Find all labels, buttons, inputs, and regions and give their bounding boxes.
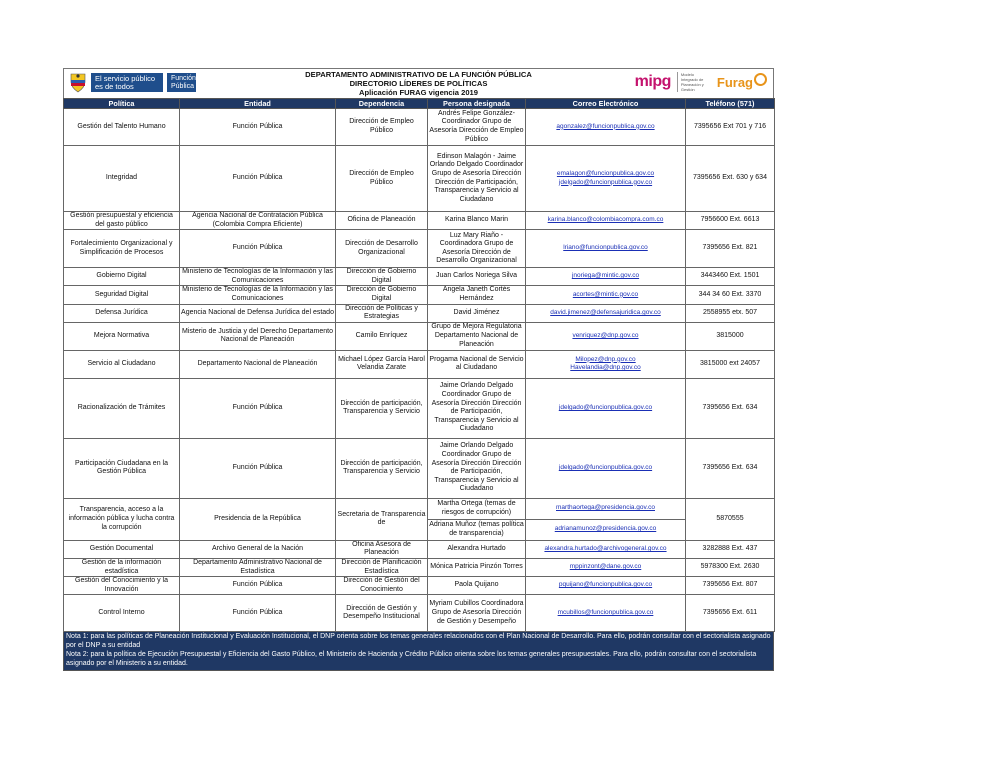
email-cell <box>526 558 686 576</box>
phone-cell: 7395656 Ext 701 y 716 <box>686 109 775 146</box>
email-cell <box>526 268 686 286</box>
dependency-cell: Dirección de participación, Transparencia y Servicio <box>336 438 428 498</box>
mipg-logo-sub: Modelo Integrado de Planeación y Gestión <box>677 72 711 92</box>
dependency-cell: Dirección de Desarrollo Organizacional <box>336 230 428 268</box>
person-cell: Grupo de Mejora Regulatoria Departamento Nacional de Planeación <box>428 322 526 350</box>
email-cell <box>526 498 686 519</box>
dependency-cell: Dirección de Gobierno Digital <box>336 286 428 304</box>
email-cell <box>526 519 686 540</box>
entity-cell: Función Pública <box>180 595 336 632</box>
dependency-cell: Dirección de Empleo Público <box>336 109 428 146</box>
column-header: Dependencia <box>336 99 428 109</box>
email-link[interactable]: marthaortega@presidencia.gov.co <box>556 504 655 512</box>
table-row <box>64 498 775 519</box>
phone-cell: 3282888 Ext. 437 <box>686 540 775 558</box>
phone-cell: 7395656 Ext. 634 <box>686 378 775 438</box>
furag-logo-text: Furag <box>716 74 753 90</box>
phone-cell: 3443460 Ext. 1501 <box>686 268 775 286</box>
email-cell <box>526 304 686 322</box>
entity-cell: Agencia Nacional de Contratación Pública (Colombia Compra Eficiente) <box>180 212 336 230</box>
person-cell: Jaime Orlando Delgado Coordinador Grupo de Asesoría Dirección Dirección de Participación, Transparencia y Servicio al Ciudadano <box>428 378 526 438</box>
note-2: Nota 2: para la política de Ejecución Presupuestal y Eficiencia del Gasto Público, el Ministerio de Hacienda y Crédito Público orienta sobre los temas generales presupuestales. Para ello, podrán consultar con el sectorialista asignado por el Ministerio a su entidad. <box>66 650 757 667</box>
entity-cell: Presidencia de la República <box>180 498 336 540</box>
phone-cell: 7395656 Ext. 630 y 634 <box>686 146 775 212</box>
table-row <box>64 378 775 438</box>
entity-cell: Función Pública <box>180 438 336 498</box>
email-cell <box>526 438 686 498</box>
dependency-cell: Dirección de Planificación Estadística <box>336 558 428 576</box>
table-row <box>64 230 775 268</box>
table-row <box>64 304 775 322</box>
dependency-cell: Dirección de Gestión del Conocimiento <box>336 577 428 595</box>
phone-cell: 7395656 Ext. 807 <box>686 577 775 595</box>
entity-cell: Ministerio de Tecnologías de la Información y las Comunicaciones <box>180 268 336 286</box>
person-cell: Angela Janeth Cortés Hernández <box>428 286 526 304</box>
person-cell: Edinson Malagón - Jaime Orlando Delgado Coordinador Grupo de Asesoría Dirección Dirección de Participación, Transparencia y Servicio al Ciudadano <box>428 146 526 212</box>
policy-cell: Gestión presupuestal y eficiencia del gasto público <box>64 212 180 230</box>
email-cell <box>526 540 686 558</box>
email-cell <box>526 577 686 595</box>
person-cell: Myriam Cubillos Coordinadora Grupo de Asesoría Dirección de Gestión y Desempeño <box>428 595 526 632</box>
email-cell <box>526 378 686 438</box>
email-cell <box>526 109 686 146</box>
email-link[interactable]: jdelgado@funcionpublica.gov.co <box>558 463 653 471</box>
table-row <box>64 286 775 304</box>
notes-section <box>63 632 774 670</box>
person-cell: Alexandra Hurtado <box>428 540 526 558</box>
person-cell: Luz Mary Riaño - Coordinadora Grupo de Asesoría Dirección de Desarrollo Organizacional <box>428 230 526 268</box>
table-row <box>64 322 775 350</box>
entity-cell: Función Pública <box>180 230 336 268</box>
person-cell: Jaime Orlando Delgado Coordinador Grupo de Asesoría Dirección Dirección de Participación, Transparencia y Servicio al Ciudadano <box>428 438 526 498</box>
email-cell <box>526 350 686 378</box>
phone-cell: 344 34 60 Ext. 3370 <box>686 286 775 304</box>
policy-cell: Integridad <box>64 146 180 212</box>
entity-cell: Archivo General de la Nación <box>180 540 336 558</box>
entity-cell: Función Pública <box>180 109 336 146</box>
note-1: Nota 1: para las políticas de Planeación Institucional y Evaluación Institucional, el DNP orienta sobre los temas generales relacionados con el Plan Nacional de Desarrollo. Para ello, podrán consultar con el sectorialista asignado por el DNP a su entidad <box>66 633 771 650</box>
table-row <box>64 540 775 558</box>
policy-cell: Mejora Normativa <box>64 322 180 350</box>
magnifier-icon <box>754 73 767 86</box>
gov-logo-text: El servicio público es de todos <box>91 73 163 92</box>
phone-cell: 5870555 <box>686 498 775 540</box>
email-link[interactable]: emalagon@funcionpublica.gov.co <box>556 169 655 177</box>
column-header: Correo Electrónico <box>526 99 686 109</box>
furag-logo <box>717 75 767 90</box>
policy-cell: Gestión Documental <box>64 540 180 558</box>
policy-cell: Gestión del Talento Humano <box>64 109 180 146</box>
email-link[interactable]: mppinzont@dane.gov.co <box>569 563 642 571</box>
email-link[interactable]: acortes@mintic.gov.co <box>572 290 639 298</box>
title-line-1: DEPARTAMENTO ADMINISTRATIVO DE LA FUNCIÓN PÚBLICA <box>305 70 532 79</box>
phone-cell: 3815000 <box>686 322 775 350</box>
email-link[interactable]: Milopez@dnp.gov.co <box>575 355 636 363</box>
column-header: Persona designada <box>428 99 526 109</box>
entity-cell: Ministerio de Tecnologías de la Información y las Comunicaciones <box>180 286 336 304</box>
dependency-cell: Camilo Enríquez <box>336 322 428 350</box>
email-link[interactable]: agonzalez@funcionpublica.gov.co <box>556 122 655 130</box>
policy-cell: Servicio al Ciudadano <box>64 350 180 378</box>
email-link[interactable]: jdelgado@funcionpublica.gov.co <box>558 403 653 411</box>
column-header: Política <box>64 99 180 109</box>
email-link[interactable]: Havelandia@dnp.gov.co <box>570 364 641 372</box>
entity-cell: Misterio de Justicia y del Derecho Departamento Nacional de Planeación <box>180 322 336 350</box>
table-row <box>64 109 775 146</box>
email-cell <box>526 286 686 304</box>
dependency-cell: Michael López García Harol Velandia Zarate <box>336 350 428 378</box>
phone-cell: 7395656 Ext. 634 <box>686 438 775 498</box>
column-header: Teléfono (571) <box>686 99 775 109</box>
phone-cell: 7395656 Ext. 611 <box>686 595 775 632</box>
entity-cell: Función Pública <box>180 577 336 595</box>
policy-cell: Fortalecimiento Organizacional y Simplificación de Procesos <box>64 230 180 268</box>
table-row <box>64 558 775 576</box>
person-cell: Andrés Felipe González-Coordinador Grupo de Asesoría Dirección de Empleo Público <box>428 109 526 146</box>
phone-cell: 5978300 Ext. 2630 <box>686 558 775 576</box>
person-cell: Martha Ortega (temas de riesgos de corrupción) <box>428 498 526 519</box>
email-link[interactable]: adrianamunoz@presidencia.gov.co <box>554 525 657 533</box>
phone-cell: 2558955 etx. 507 <box>686 304 775 322</box>
gov-logo-sub: Función Pública <box>166 73 196 92</box>
person-cell: David Jiménez <box>428 304 526 322</box>
person-cell: Paola Quijano <box>428 577 526 595</box>
email-cell <box>526 230 686 268</box>
email-cell <box>526 322 686 350</box>
document-header <box>63 68 774 98</box>
directory-table <box>63 98 775 632</box>
title-line-2: DIRECTORIO LÍDERES DE POLÍTICAS <box>349 79 488 88</box>
table-header-row <box>64 99 775 109</box>
policy-cell: Gestión del Conocimiento y la Innovación <box>64 577 180 595</box>
email-link[interactable]: alexandra.hurtado@archivogeneral.gov.co <box>544 545 667 553</box>
email-link[interactable]: pquijano@funcionpublica.gov.co <box>558 581 653 589</box>
email-link[interactable]: jnoriega@mintic.gov.co <box>571 272 640 280</box>
dependency-cell: Dirección de Gestión y Desempeño Institucional <box>336 595 428 632</box>
email-link[interactable]: david.jimenez@defensajuridica.gov.co <box>550 308 661 316</box>
dependency-cell: Secretaria de Transparencia de <box>336 498 428 540</box>
table-body <box>64 109 775 632</box>
entity-cell: Agencia Nacional de Defensa Jurídica del estado <box>180 304 336 322</box>
table-row <box>64 212 775 230</box>
phone-cell: 7956600 Ext. 6613 <box>686 212 775 230</box>
email-link[interactable]: mcubillos@funcionpublica.gov.co <box>557 609 654 617</box>
column-header: Entidad <box>180 99 336 109</box>
email-link[interactable]: venriquez@dnp.gov.co <box>572 331 639 339</box>
person-cell: Adriana Muñoz (temas política de transparencia) <box>428 519 526 540</box>
phone-cell: 3815000 ext 24057 <box>686 350 775 378</box>
person-cell: Progama Nacional de Servicio al Ciudadano <box>428 350 526 378</box>
dependency-cell: Dirección de participación, Transparencia y Servicio <box>336 378 428 438</box>
dependency-cell: Dirección de Empleo Público <box>336 146 428 212</box>
person-cell: Mónica Patricia Pinzón Torres <box>428 558 526 576</box>
mipg-logo: mipg <box>634 73 671 90</box>
phone-cell: 7395656 Ext. 821 <box>686 230 775 268</box>
partner-logos <box>635 72 767 92</box>
policy-cell: Defensa Jurídica <box>64 304 180 322</box>
email-link[interactable]: karina.blanco@colombiacompra.com.co <box>547 216 664 224</box>
policy-cell: Participación Ciudadana en la Gestión Pública <box>64 438 180 498</box>
title-line-3: Aplicación FURAG vigencia 2019 <box>358 88 478 97</box>
policy-cell: Gestión de la información estadística <box>64 558 180 576</box>
email-link[interactable]: lriano@funcionpublica.gov.co <box>563 244 648 252</box>
policy-cell: Gobierno Digital <box>64 268 180 286</box>
policy-cell: Transparencia, acceso a la información pública y lucha contra la corrupción <box>64 498 180 540</box>
email-cell <box>526 146 686 212</box>
person-cell: Karina Blanco Marin <box>428 212 526 230</box>
policy-cell: Seguridad Digital <box>64 286 180 304</box>
entity-cell: Departamento Nacional de Planeación <box>180 350 336 378</box>
table-row <box>64 146 775 212</box>
person-cell: Juan Carlos Noriega Silva <box>428 268 526 286</box>
dependency-cell: Dirección de Gobierno Digital <box>336 268 428 286</box>
entity-cell: Función Pública <box>180 146 336 212</box>
table-row <box>64 595 775 632</box>
entity-cell: Departamento Administrativo Nacional de Estadística <box>180 558 336 576</box>
entity-cell: Función Pública <box>180 378 336 438</box>
dependency-cell: Oficina de Planeación <box>336 212 428 230</box>
email-cell <box>526 595 686 632</box>
table-row <box>64 268 775 286</box>
email-link[interactable]: jdelgado@funcionpublica.gov.co <box>558 178 653 186</box>
dependency-cell: Oficina Asesora de Planeación <box>336 540 428 558</box>
dependency-cell: Dirección de Políticas y Estrategias <box>336 304 428 322</box>
table-row <box>64 350 775 378</box>
policy-cell: Control Interno <box>64 595 180 632</box>
table-row <box>64 577 775 595</box>
directory-sheet <box>63 68 774 671</box>
policy-cell: Racionalización de Trámites <box>64 378 180 438</box>
email-cell <box>526 212 686 230</box>
table-row <box>64 438 775 498</box>
